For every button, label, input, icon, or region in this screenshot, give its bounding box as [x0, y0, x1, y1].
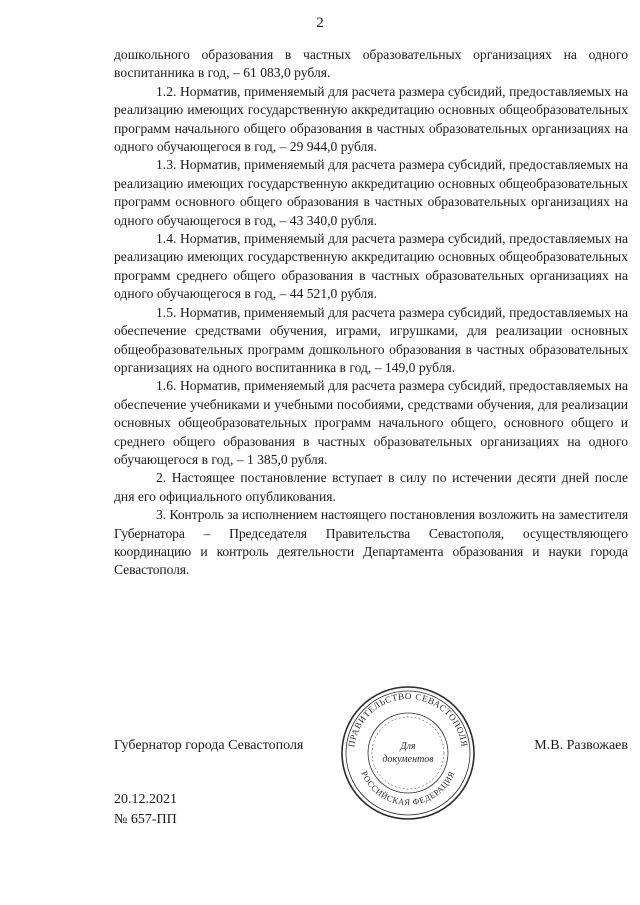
paragraph-1-2: 1.2. Норматив, применяемый для расчета размера субсидий, предоставляемых на реализацию имеющих государственную аккредитацию основных общеобразовательных программ начального общего образования в частных образовательных организациях на одного обучающегося в год, – 29 944,0 рубля. — [114, 83, 628, 155]
document-number: № 657-ПП — [114, 812, 177, 827]
signatory-position: Губернатор города Севастополя — [114, 738, 304, 753]
paragraph-1-4: 1.4. Норматив, применяемый для расчета размера субсидий, предоставляемых на реализацию имеющих государственную аккредитацию основных общеобразовательных программ среднего общего образования в частных образовательных организациях на одного обучающегося в год, – 44 521,0 рубля. — [114, 231, 628, 302]
page-number: 2 — [316, 15, 324, 31]
paragraph-1-3: 1.3. Норматив, применяемый для расчета размера субсидий, предоставляемых на реализацию имеющих государственную аккредитацию основных общеобразовательных программ основного общего образования в частных образовательных организациях на одного обучающегося в год, – 43 340,0 рубля. — [114, 157, 628, 228]
document-requisites — [114, 790, 177, 830]
paragraph-3: 3. Контроль за исполнением настоящего постановления возложить на заместителя Губернатора – Председателя Правительства Севастополя, осуществляющего координацию и контроль деятельности Департамента образования и науки города Севастополя. — [114, 507, 628, 578]
document-body — [114, 46, 628, 580]
paragraph-1-1-continuation: дошкольного образования в частных образовательных организациях на одного воспитанника в год, – 61 083,0 рубля. — [114, 47, 628, 81]
seal-center-line-1: Для — [400, 741, 416, 752]
paragraph-2: 2. Настоящее постановление вступает в силу по истечении десяти дней после дня его официального опубликования. — [114, 470, 628, 504]
seal-bottom-text: РОССИЙСКАЯ ФЕДЕРАЦИЯ — [359, 769, 457, 808]
signature-row — [114, 738, 628, 760]
paragraph-1-5: 1.5. Норматив, применяемый для расчета размера субсидий, предоставляемых на обеспечение средствами обучения, играми, игрушками, для реализации основных общеобразовательных программ дошкольного образования в частных образовательных организациях на одного воспитанника в год, – 149,0 рубля. — [114, 304, 628, 375]
signatory-name: М.В. Развожаев — [534, 738, 628, 753]
seal-outer-text: ПРАВИТЕЛЬСТВО СЕВАСТОПОЛЯ — [346, 690, 470, 748]
seal-center-line-2: документов — [382, 754, 434, 765]
paragraph-1-6: 1.6. Норматив, применяемый для расчета размера субсидий, предоставляемых на обеспечение учебниками и учебными пособиями, средствами обучения, для реализации основных общеобразовательных программ начального общего, основного общего и среднего общего образования в частных образовательных организациях на одного обучающегося в год, – 1 385,0 рубля. — [114, 378, 628, 467]
document-date: 20.12.2021 — [114, 792, 177, 807]
